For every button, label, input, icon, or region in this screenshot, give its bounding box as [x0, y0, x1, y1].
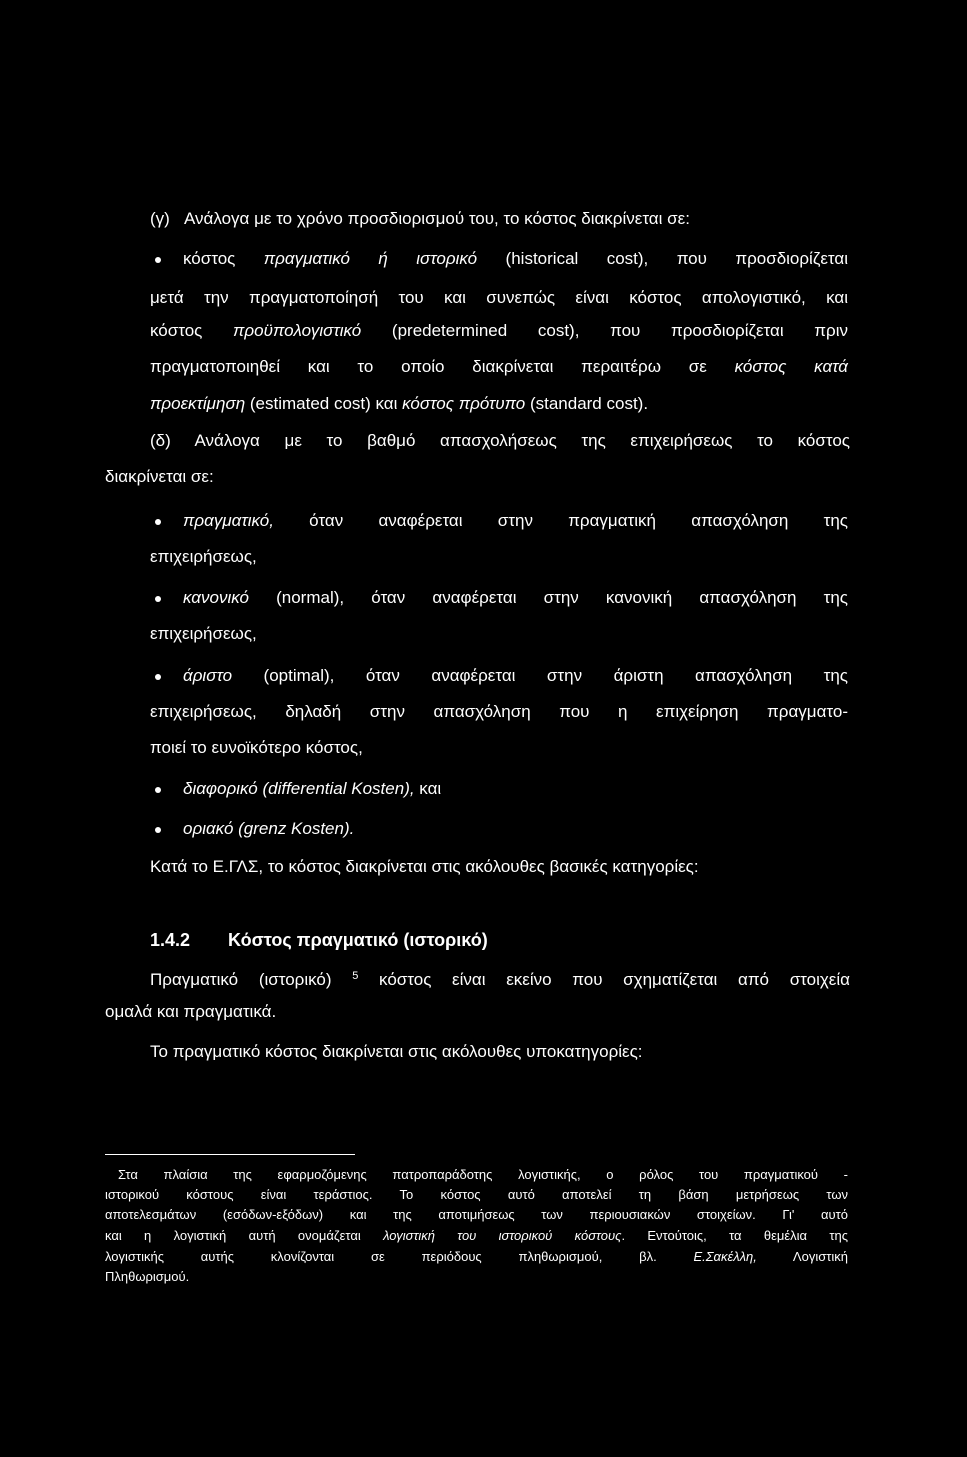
delta-item-2-line-2: επιχειρήσεως, [150, 624, 257, 643]
delta-item-3-line-2: επιχειρήσεως, δηλαδή στην απασχόληση που η επιχείρηση πραγματο- [150, 702, 848, 721]
section-paragraph-1-line-2: ομαλά και πραγματικά. [105, 1002, 277, 1021]
gamma-bullet-1-line-4: πραγματοποιηθεί και το οποίο διακρίνεται περαιτέρω σε κόστος κατά [150, 357, 848, 376]
footnote-line-5: λογιστικής αυτής κλονίζονται σε περιόδους πληθωρισμού, βλ. Ε.Σακέλλη, Λογιστική [105, 1249, 848, 1264]
gamma-label: (γ) [150, 209, 170, 228]
gamma-bullet-1-line-5: προεκτίμηση (estimated cost) και κόστος πρότυπο (standard cost). [150, 394, 649, 413]
section-paragraph-1: Πραγματικό (ιστορικό) $^5$ κόστος είναι εκείνο που σχηματίζεται από στοιχεία [150, 970, 850, 989]
delta-item-3: άριστο (optimal), όταν αναφέρεται στην άριστη απασχόληση της [183, 666, 848, 685]
delta-item-2: κανονικό (normal), όταν αναφέρεται στην κανονική απασχόληση της [183, 588, 848, 607]
footnote-line-1: Στα πλαίσια της εφαρμοζόμενης πατροπαράδοτης λογιστικής, ο ρόλος του πραγματικού - [118, 1167, 848, 1182]
delta-item-1-line-2: επιχειρήσεως, [150, 547, 257, 566]
gamma-intro-text: Ανάλογα με το χρόνο προσδιορισμού του, το κόστος διακρίνεται σε: [184, 209, 690, 228]
elgas-sentence: Κατά το Ε.ΓΛΣ, το κόστος διακρίνεται στις ακόλουθες βασικές κατηγορίες: [150, 857, 699, 876]
section-paragraph-2: Το πραγματικό κόστος διακρίνεται στις ακόλουθες υποκατηγορίες: [150, 1042, 643, 1061]
delta-item-1: πραγματικό, όταν αναφέρεται στην πραγματική απασχόληση της [183, 511, 848, 530]
delta-item-3-line-3: ποιεί το ευνοϊκότερο κόστος, [150, 738, 363, 757]
delta-item-5: οριακό (grenz Kosten). [183, 819, 355, 838]
gamma-bullet-1-line-1: κόστος πραγματικό ή ιστορικό (historical cost), που προσδιορίζεται [183, 249, 848, 268]
footnote-marker[interactable]: 5 [352, 970, 359, 982]
footnote-line-4: και η λογιστική αυτή ονομάζεται λογιστική του ιστορικού κόστους. Εντούτοις, τα θεμέλια της [105, 1228, 849, 1243]
gamma-bullet-1-line-3: κόστος προϋπολογιστικό (predetermined cost), που προσδιορίζεται πριν [150, 321, 848, 340]
footnote-line-3: αποτελεσμάτων (εσόδων-εξόδων) και της αποτιμήσεως των περιουσιακών στοιχείων. Γι' αυτό [105, 1207, 848, 1222]
delta-intro-line-1: (δ) Ανάλογα με το βαθμό απασχολήσεως της επιχειρήσεως το κόστος [150, 431, 850, 450]
section-heading [150, 929, 488, 951]
delta-intro-line-2: διακρίνεται σε: [105, 467, 214, 486]
footnote-separator [105, 1154, 355, 1155]
delta-item-4: διαφορικό (differential Kosten), και [183, 779, 442, 798]
delta-label: (δ) [150, 431, 171, 450]
gamma-intro [150, 208, 850, 230]
footnote-line-2: ιστορικού κόστους είναι τεράστιος. Το κόστος αυτό αποτελεί τη βάση μετρήσεως των [105, 1187, 848, 1202]
section-title: Κόστος πραγματικό (ιστορικό) [228, 930, 488, 950]
gamma-bullet-1-line-2: μετά την πραγματοποίησή του και συνεπώς είναι κόστος απολογιστικό, και [150, 288, 848, 307]
footnote-line-6: Πληθωρισμού. [105, 1269, 190, 1284]
section-number: 1.4.2 [150, 930, 191, 950]
